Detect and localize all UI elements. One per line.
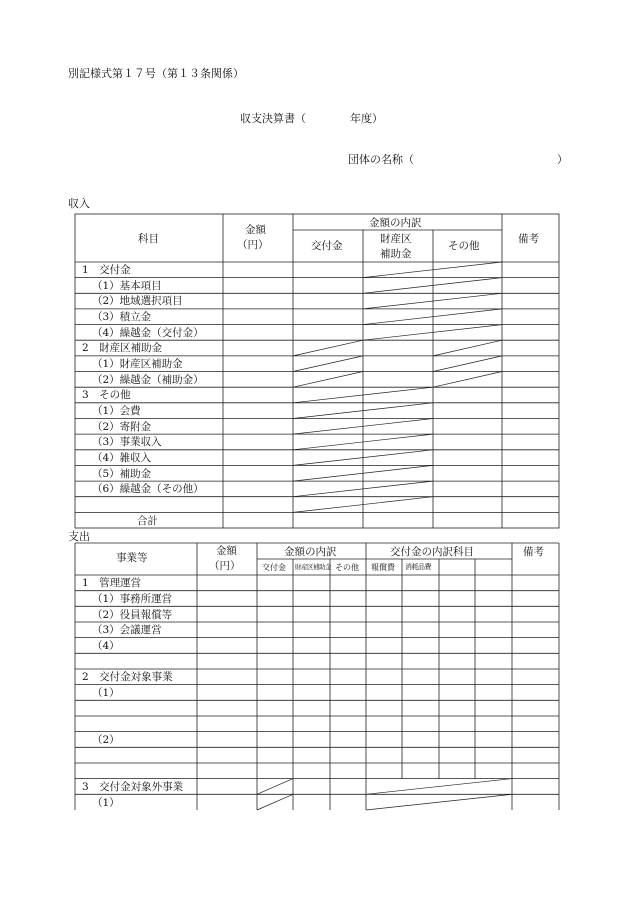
income-row-label: （2）繰越金（補助金） [92, 374, 204, 386]
income-header-amount: 金額 [245, 224, 266, 236]
income-row-label: （3）積立金 [92, 311, 152, 323]
expense-sub-sonota: その他 [335, 563, 359, 572]
expense-row-label: （4） [92, 640, 120, 652]
income-header-zaisanku-2: 補助金 [380, 248, 412, 260]
expense-header-amount-unit: （円） [209, 560, 241, 572]
income-row-label: （6）繰越金（その他） [92, 483, 204, 495]
expense-header-amount: 金額 [216, 545, 237, 557]
income-row-label: 1 交付金 [82, 264, 131, 276]
expense-row-label: 3 交付金対象外事業 [82, 781, 184, 793]
income-row-label: （1）財産区補助金 [92, 358, 183, 370]
income-row-label: （1）会費 [92, 405, 141, 417]
expense-header-koufukin-items: 交付金の内訳科目 [390, 546, 474, 558]
income-row-label: 3 その他 [82, 389, 131, 401]
income-row-label: （4）繰越金（交付金） [92, 327, 204, 339]
income-row-label: 2 財産区補助金 [82, 342, 163, 354]
expense-sub-koufukin: 交付金 [262, 563, 286, 572]
income-header-remarks: 備考 [518, 233, 539, 245]
expense-row-label: （3）会議運営 [92, 624, 162, 636]
income-row-label: （2）寄附金 [92, 421, 152, 433]
expense-row-label: （1） [92, 797, 120, 809]
income-row-label: （2）地域選択項目 [92, 295, 183, 307]
expense-header-remarks: 備考 [523, 546, 544, 558]
expense-sub-shoumou: 消耗品費 [405, 563, 431, 571]
expense-row-label: （2） [92, 734, 120, 746]
income-row-label: （4）雑収入 [92, 452, 152, 464]
document-title: 収支決算書（ 年度） [240, 112, 383, 125]
expense-row-label: 1 管理運営 [82, 577, 142, 589]
expense-row-label: （2）役員報償等 [92, 609, 173, 621]
expense-row-label: （1） [92, 687, 120, 699]
form-reference: 別記様式第１７号（第１３条関係） [68, 67, 244, 80]
expense-sub-housyu: 報償費 [371, 563, 395, 572]
income-row-label: （3）事業収入 [92, 436, 162, 448]
expense-row-label: （1）事務所運営 [92, 593, 173, 605]
income-header-sonota: その他 [448, 240, 480, 252]
expense-section-label: 支出 [68, 530, 90, 543]
income-row-label: （5）補助金 [92, 468, 152, 480]
income-header-amount-unit: （円） [237, 239, 269, 251]
income-total-label: 合計 [137, 515, 158, 527]
income-header-subject: 科目 [138, 233, 159, 245]
income-section-label: 収入 [68, 197, 90, 210]
income-row-label: （1）基本項目 [92, 280, 162, 292]
income-header-koufukin: 交付金 [311, 240, 343, 252]
expense-row-label: 2 交付金対象事業 [82, 671, 173, 683]
income-header-zaisanku: 財産区 [380, 233, 412, 245]
income-header-breakdown: 金額の内訳 [369, 217, 422, 229]
expense-header-project: 事業等 [116, 552, 148, 564]
expense-header-breakdown: 金額の内訳 [284, 546, 337, 558]
expense-sub-zaisanku: 財産区補助金 [295, 563, 331, 571]
organization-name-field[interactable]: 団体の名称（ ） [348, 153, 568, 166]
